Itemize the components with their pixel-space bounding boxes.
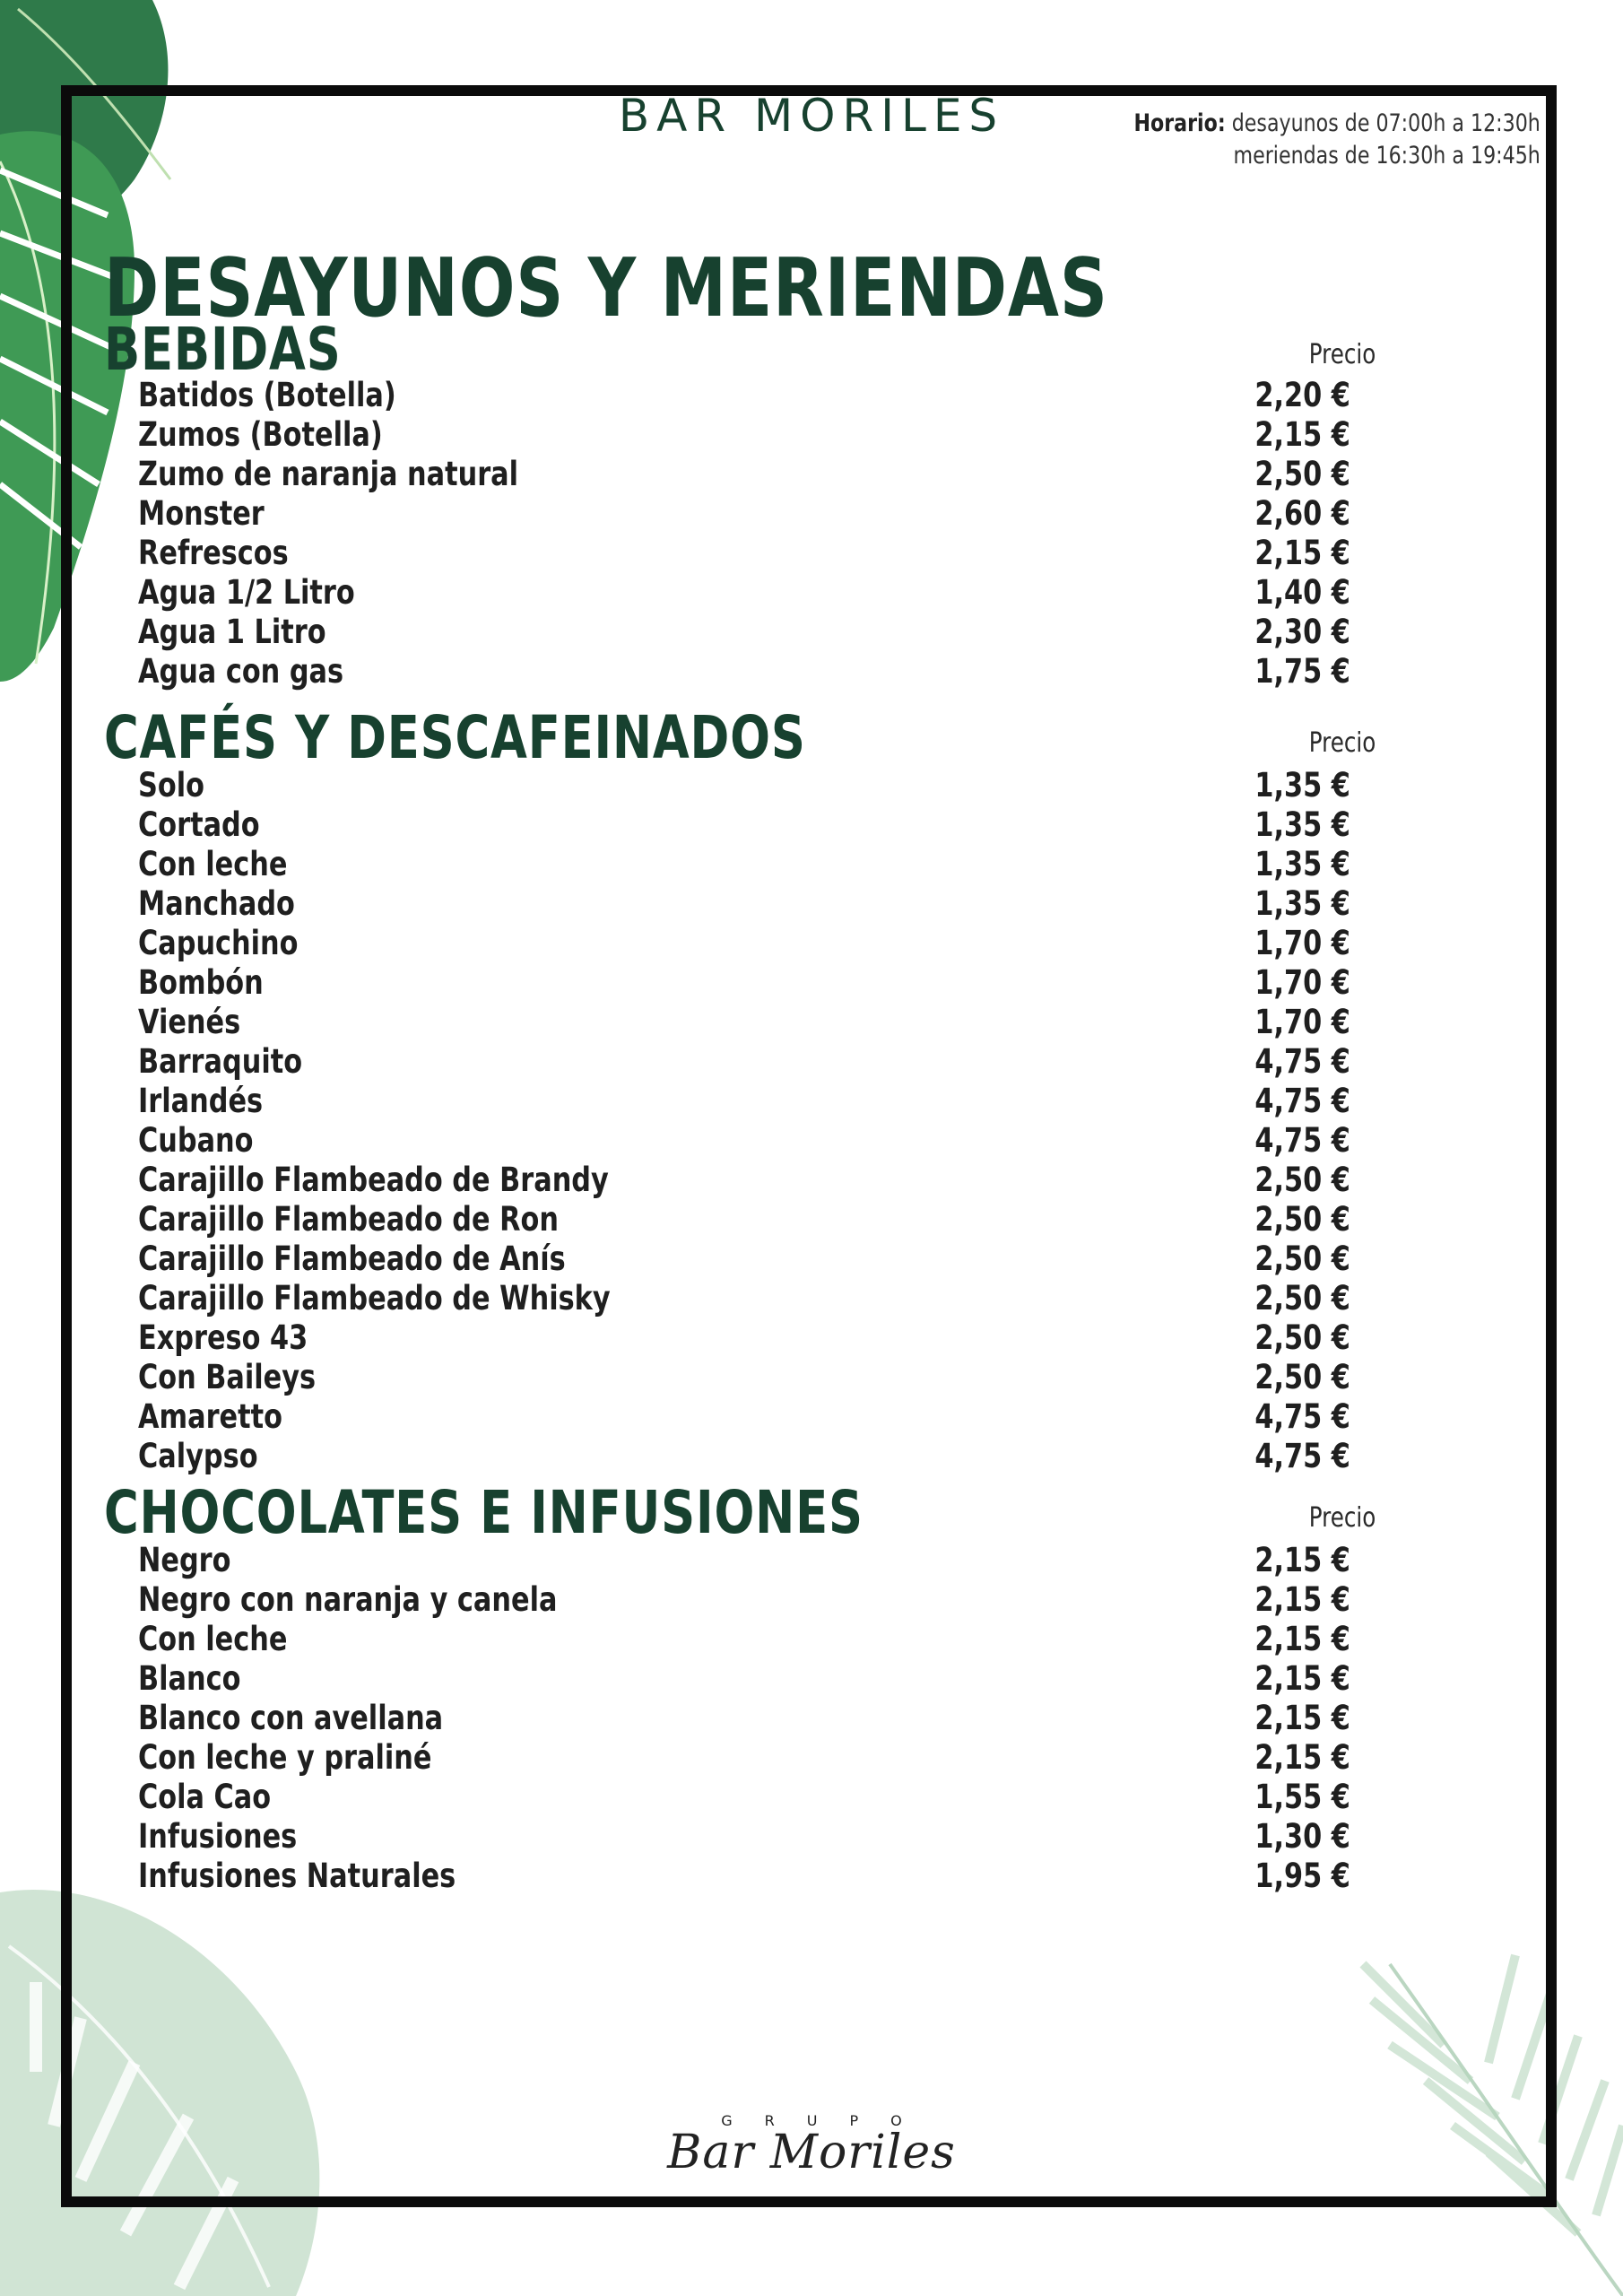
item-price: 2,50 € [1254, 1161, 1350, 1199]
item-name: Bombón [138, 963, 264, 1002]
item-price: 2,15 € [1254, 1580, 1350, 1619]
menu-item [0, 415, 1623, 455]
item-name: Vienés [138, 1003, 241, 1041]
item-name: Agua 1 Litro [138, 613, 326, 651]
item-name: Negro con naranja y canela [138, 1580, 558, 1619]
menu-item [0, 1857, 1623, 1896]
menu-item [0, 1699, 1623, 1738]
item-price: 1,35 € [1254, 766, 1350, 804]
menu-item [0, 1738, 1623, 1778]
item-price: 4,75 € [1254, 1121, 1350, 1160]
item-name: Capuchino [138, 924, 299, 962]
item-price: 4,75 € [1254, 1397, 1350, 1436]
item-name: Barraquito [138, 1042, 303, 1081]
menu-item [0, 924, 1623, 963]
item-price: 4,75 € [1254, 1437, 1350, 1475]
item-name: Con Baileys [138, 1358, 317, 1396]
price-column-header: Precio [1308, 727, 1376, 759]
item-price: 2,50 € [1254, 1239, 1350, 1278]
item-price: 2,50 € [1254, 1358, 1350, 1396]
item-name: Blanco con avellana [138, 1699, 444, 1737]
menu-item [0, 1659, 1623, 1699]
item-name: Refrescos [138, 534, 289, 572]
menu-item [0, 455, 1623, 494]
item-price: 2,15 € [1254, 1738, 1350, 1777]
item-name: Carajillo Flambeado de Whisky [138, 1279, 611, 1318]
item-price: 2,60 € [1254, 494, 1350, 533]
section-title: CHOCOLATES E INFUSIONES [104, 1478, 864, 1547]
item-name: Infusiones [138, 1817, 298, 1856]
menu-item [0, 1003, 1623, 1042]
item-name: Carajillo Flambeado de Brandy [138, 1161, 609, 1199]
opening-hours [1134, 108, 1541, 172]
price-column-header: Precio [1308, 1502, 1376, 1534]
item-price: 1,55 € [1254, 1778, 1350, 1816]
menu-item [0, 1121, 1623, 1161]
item-name: Cortado [138, 805, 260, 844]
menu-item [0, 1200, 1623, 1239]
item-price: 2,15 € [1254, 534, 1350, 572]
item-name: Manchado [138, 884, 295, 923]
item-name: Carajillo Flambeado de Ron [138, 1200, 559, 1239]
item-name: Agua con gas [138, 652, 344, 691]
item-price: 1,95 € [1254, 1857, 1350, 1895]
item-price: 2,20 € [1254, 376, 1350, 414]
item-name: Calypso [138, 1437, 258, 1475]
item-name: Solo [138, 766, 204, 804]
menu-item [0, 376, 1623, 415]
hours-label: Horario: [1133, 109, 1226, 137]
item-price: 2,50 € [1254, 1318, 1350, 1357]
menu-item [0, 1239, 1623, 1279]
item-price: 2,15 € [1254, 415, 1350, 454]
item-name: Expreso 43 [138, 1318, 308, 1357]
menu-item [0, 766, 1623, 805]
menu-item [0, 805, 1623, 845]
item-name: Carajillo Flambeado de Anís [138, 1239, 566, 1278]
item-name: Monster [138, 494, 265, 533]
item-price: 1,35 € [1254, 805, 1350, 844]
item-price: 1,40 € [1254, 573, 1350, 612]
menu-item [0, 613, 1623, 652]
menu-item [0, 1778, 1623, 1817]
menu-item [0, 652, 1623, 691]
menu-item [0, 1082, 1623, 1121]
menu-item [0, 845, 1623, 884]
item-price: 1,30 € [1254, 1817, 1350, 1856]
item-price: 2,50 € [1254, 1200, 1350, 1239]
item-name: Amaretto [138, 1397, 282, 1436]
grupo-bar-moriles-logo [664, 2112, 959, 2193]
item-name: Con leche [138, 845, 288, 883]
item-price: 2,50 € [1254, 455, 1350, 493]
item-price: 4,75 € [1254, 1042, 1350, 1081]
item-price: 1,35 € [1254, 884, 1350, 923]
item-name: Cola Cao [138, 1778, 272, 1816]
item-price: 1,70 € [1254, 963, 1350, 1002]
menu-item [0, 1397, 1623, 1437]
menu-item [0, 1358, 1623, 1397]
item-price: 2,50 € [1254, 1279, 1350, 1318]
item-name: Infusiones Naturales [138, 1857, 456, 1895]
menu-item [0, 1580, 1623, 1620]
section-title: CAFÉS Y DESCAFEINADOS [104, 703, 806, 772]
menu-item [0, 1817, 1623, 1857]
item-price: 1,75 € [1254, 652, 1350, 691]
hours-snack: meriendas de 16:30h a 19:45h [1233, 142, 1541, 170]
item-list [0, 376, 1623, 691]
menu-item [0, 1042, 1623, 1082]
hours-breakfast: desayunos de 07:00h a 12:30h [1231, 109, 1541, 137]
menu-item [0, 963, 1623, 1003]
menu-item [0, 1318, 1623, 1358]
menu-item [0, 1437, 1623, 1476]
item-price: 2,15 € [1254, 1699, 1350, 1737]
item-list [0, 766, 1623, 1476]
price-column-header: Precio [1308, 339, 1376, 370]
item-name: Agua 1/2 Litro [138, 573, 355, 612]
item-name: Cubano [138, 1121, 254, 1160]
item-name: Irlandés [138, 1082, 264, 1120]
logo-script-text: Bar Moriles [667, 2126, 956, 2179]
item-name: Con leche y praliné [138, 1738, 432, 1777]
menu-item [0, 494, 1623, 534]
item-price: 2,15 € [1254, 1620, 1350, 1658]
bar-name-header: BAR MORILES [618, 90, 1005, 142]
item-price: 1,70 € [1254, 1003, 1350, 1041]
menu-item [0, 1541, 1623, 1580]
menu-item [0, 573, 1623, 613]
menu-item [0, 884, 1623, 924]
item-price: 2,30 € [1254, 613, 1350, 651]
item-price: 1,70 € [1254, 924, 1350, 962]
menu-item [0, 534, 1623, 573]
item-price: 1,35 € [1254, 845, 1350, 883]
item-name: Con leche [138, 1620, 288, 1658]
item-list [0, 1541, 1623, 1896]
menu-item [0, 1279, 1623, 1318]
page-title: DESAYUNOS Y MERIENDAS [104, 241, 1108, 335]
item-price: 4,75 € [1254, 1082, 1350, 1120]
menu-item [0, 1161, 1623, 1200]
section-title: BEBIDAS [104, 315, 342, 384]
menu-item [0, 1620, 1623, 1659]
item-name: Batidos (Botella) [138, 376, 396, 414]
item-price: 2,15 € [1254, 1541, 1350, 1579]
item-name: Negro [138, 1541, 231, 1579]
logo-grupo-text: GRUPO [721, 2112, 934, 2129]
item-name: Blanco [138, 1659, 241, 1698]
item-price: 2,15 € [1254, 1659, 1350, 1698]
item-name: Zumos (Botella) [138, 415, 383, 454]
item-name: Zumo de naranja natural [138, 455, 519, 493]
